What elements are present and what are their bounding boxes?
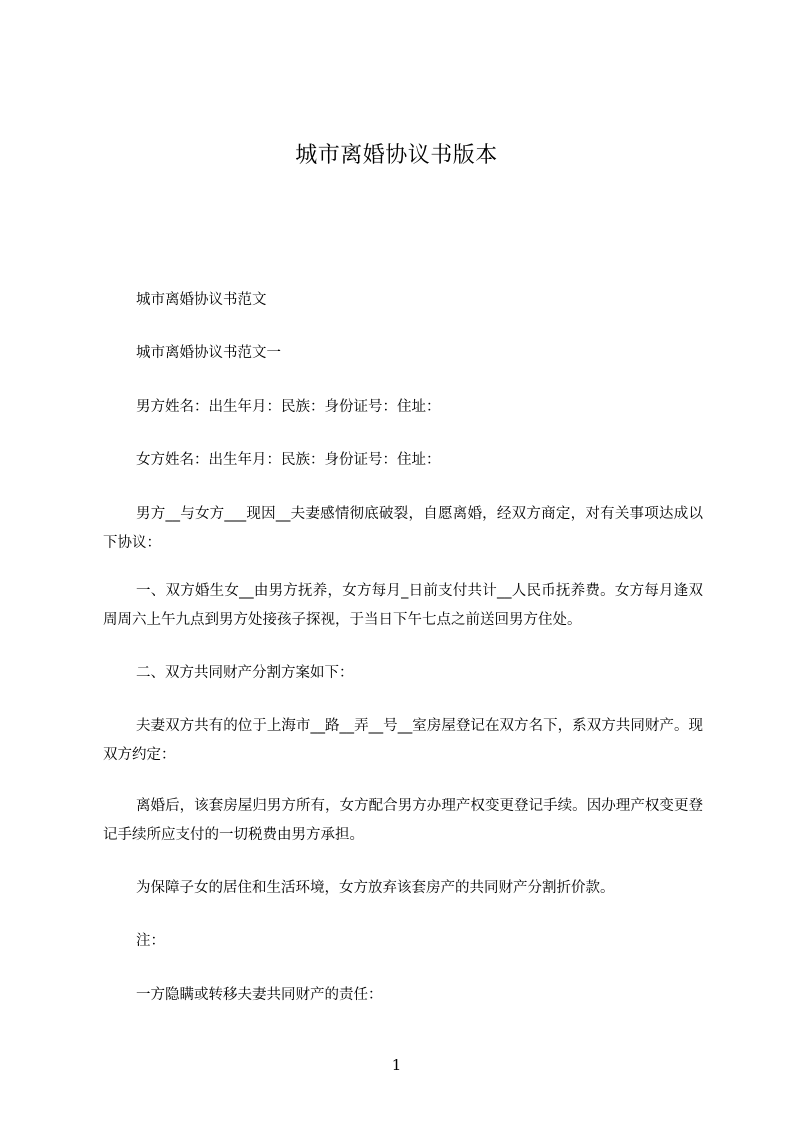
paragraph-5: 男方__与女方___现因__夫妻感情彻底破裂，自愿离婚，经双方商定，对有关事项达成以下协议： <box>103 506 703 551</box>
page-number: 1 <box>391 1056 402 1074</box>
paragraph-10: 为保障子女的居住和生活环境，女方放弃该套房产的共同财产分割折价款。 <box>136 880 615 896</box>
paragraph-7: 二、双方共同财产分割方案如下： <box>136 665 354 681</box>
paragraph-1: 城市离婚协议书范文 <box>136 292 267 308</box>
document-title: 城市离婚协议书版本 <box>295 143 498 168</box>
paragraph-6: 一、双方婚生女__由男方抚养，女方每月_日前支付共计__人民币抚养费。女方每月逢双周周六上午九点到男方处接孩子探视，于当日下午七点之前送回男方住处。 <box>103 583 703 628</box>
paragraph-11: 注： <box>136 933 165 949</box>
paragraph-8: 夫妻双方共有的位于上海市__路__弄__号__室房屋登记在双方名下，系双方共同财产。现双方约定： <box>103 718 703 763</box>
paragraph-2: 城市离婚协议书范文一 <box>136 345 281 361</box>
paragraph-4: 女方姓名：出生年月：民族：身份证号：住址： <box>136 452 441 468</box>
paragraph-12: 一方隐瞒或转移夫妻共同财产的责任： <box>136 987 383 1003</box>
paragraph-9: 离婚后，该套房屋归男方所有，女方配合男方办理产权变更登记手续。因办理产权变更登记手续所应支付的一切税费由男方承担。 <box>103 798 703 843</box>
paragraph-3: 男方姓名：出生年月：民族：身份证号：住址： <box>136 399 441 415</box>
